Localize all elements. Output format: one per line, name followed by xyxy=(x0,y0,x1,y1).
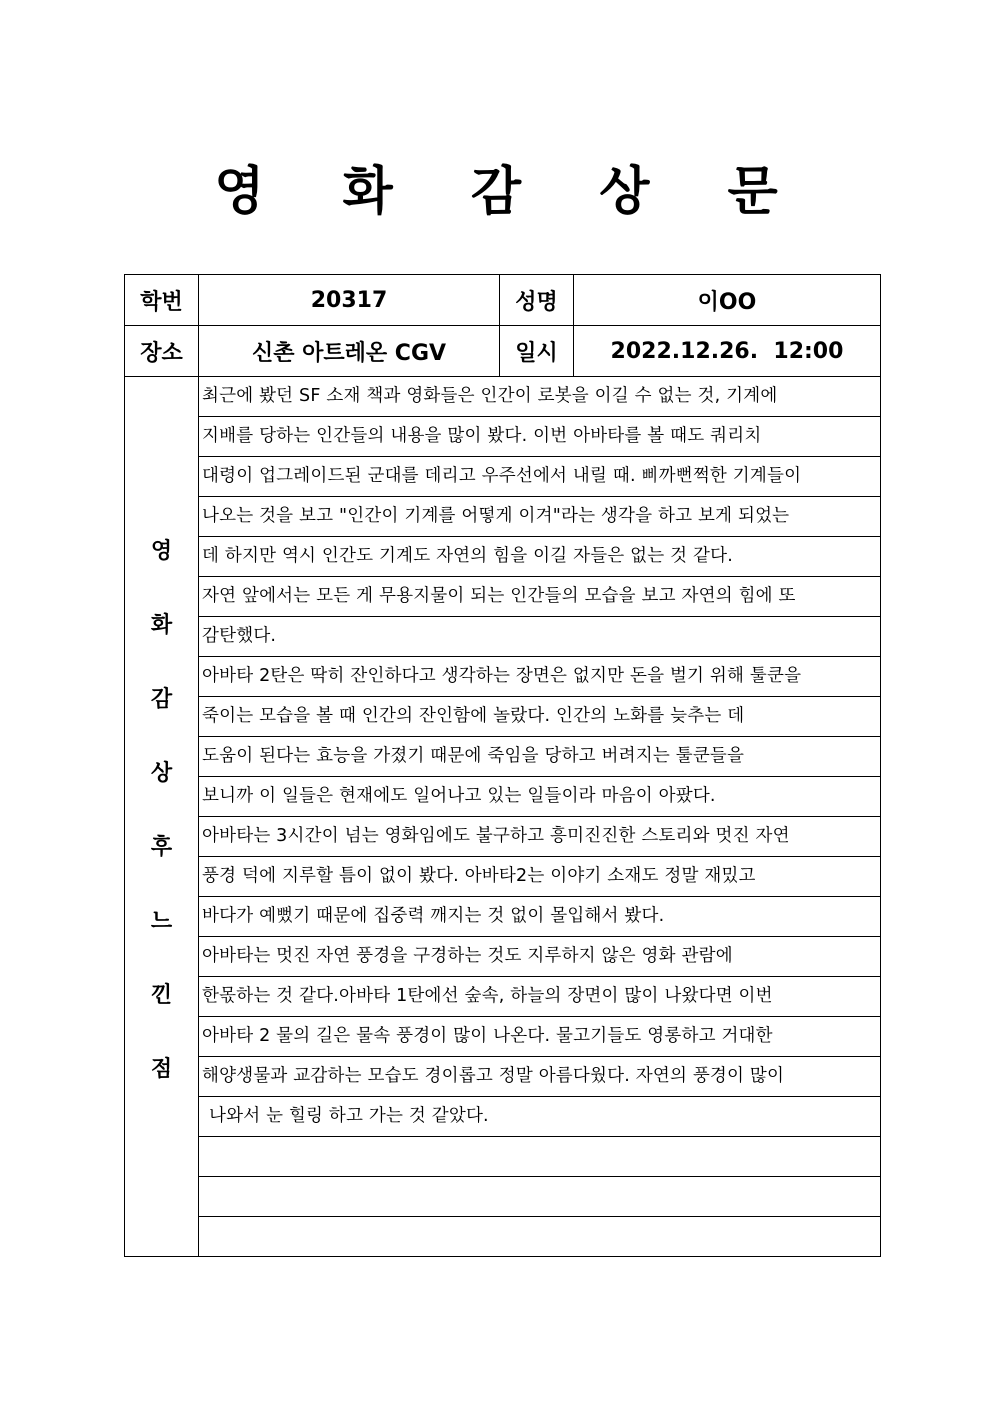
review-line: 보니까 이 일들은 현재에도 일어나고 있는 일들이라 마음이 아팠다. xyxy=(199,777,880,817)
page-title: 영 화 감 상 문 xyxy=(214,162,808,222)
review-line: 자연 앞에서는 모든 게 무용지물이 되는 인간들의 모습을 보고 자연의 힘에 또 xyxy=(199,577,880,617)
review-line: 아바타는 3시간이 넘는 영화임에도 불구하고 흥미진진한 스토리와 멋진 자연 xyxy=(199,817,880,857)
section-label-char: 후 xyxy=(150,835,173,860)
review-form-table xyxy=(124,274,881,1257)
review-line: 죽이는 모습을 볼 때 인간의 잔인함에 놀랐다. 인간의 노화를 늦추는 데 xyxy=(199,697,880,737)
name-label: 성명 xyxy=(500,275,574,326)
datetime-label: 일시 xyxy=(500,326,574,377)
review-line xyxy=(199,1217,880,1256)
review-line xyxy=(199,1137,880,1177)
student-id-label: 학번 xyxy=(125,275,199,326)
section-label xyxy=(125,377,199,1257)
review-line: 도움이 된다는 효능을 가졌기 때문에 죽임을 당하고 버려지는 툴쿤들을 xyxy=(199,737,880,777)
review-line: 한몫하는 것 같다.아바타 1탄에선 숲속, 하늘의 장면이 많이 나왔다면 이번 xyxy=(199,977,880,1017)
review-line: 최근에 봤던 SF 소재 책과 영화들은 인간이 로봇을 이길 수 없는 것, 기계에 xyxy=(199,377,880,417)
student-id-value: 20317 xyxy=(199,275,500,326)
review-line: 나와서 눈 힐링 하고 가는 것 같았다. xyxy=(199,1097,880,1137)
review-line: 풍경 덕에 지루할 틈이 없이 봤다. 아바타2는 이야기 소재도 정말 재밌고 xyxy=(199,857,880,897)
place-value: 신촌 아트레온 CGV xyxy=(199,326,500,377)
review-line xyxy=(199,1177,880,1217)
review-line: 해양생물과 교감하는 모습도 경이롭고 정말 아름다웠다. 자연의 풍경이 많이 xyxy=(199,1057,880,1097)
review-line: 아바타는 멋진 자연 풍경을 구경하는 것도 지루하지 않은 영화 관람에 xyxy=(199,937,880,977)
name-value: 이OO xyxy=(574,275,881,326)
place-label: 장소 xyxy=(125,326,199,377)
review-line: 데 하지만 역시 인간도 기계도 자연의 힘을 이길 자들은 없는 것 같다. xyxy=(199,537,880,577)
section-label-char: 감 xyxy=(150,687,173,712)
section-label-char: 낀 xyxy=(150,983,173,1008)
section-label-char: 상 xyxy=(150,761,173,786)
section-label-char: 영 xyxy=(150,539,173,564)
section-label-char: 느 xyxy=(150,909,173,934)
review-line: 나오는 것을 보고 "인간이 기계를 어떻게 이겨"라는 생각을 하고 보게 되었는 xyxy=(199,497,880,537)
review-line: 지배를 당하는 인간들의 내용을 많이 봤다. 이번 아바타를 볼 때도 쿼리치 xyxy=(199,417,880,457)
review-line: 아바타 2탄은 딱히 잔인하다고 생각하는 장면은 없지만 돈을 벌기 위해 툴쿤을 xyxy=(199,657,880,697)
section-label-char: 점 xyxy=(150,1057,173,1082)
review-line: 바다가 예뻤기 때문에 집중력 깨지는 것 없이 몰입해서 봤다. xyxy=(199,897,880,937)
review-line: 감탄했다. xyxy=(199,617,880,657)
datetime-value: 2022.12.26. 12:00 xyxy=(574,326,881,377)
review-line: 아바타 2 물의 길은 물속 풍경이 많이 나온다. 물고기들도 영롱하고 거대한 xyxy=(199,1017,880,1057)
section-label-char: 화 xyxy=(150,613,173,638)
review-line: 대령이 업그레이드된 군대를 데리고 우주선에서 내릴 때. 삐까뻔쩍한 기계들이 xyxy=(199,457,880,497)
review-lines xyxy=(199,377,881,1257)
